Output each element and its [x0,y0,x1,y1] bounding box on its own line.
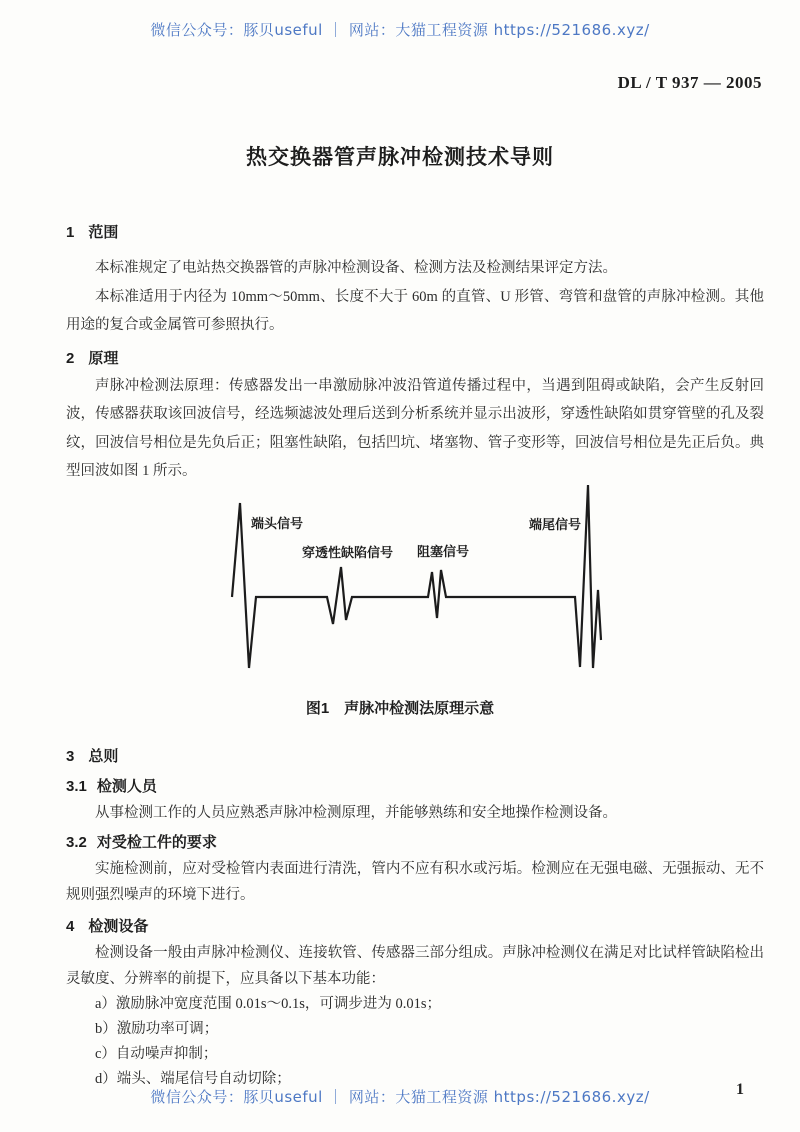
section-3-2-title: 对受检工件的要求 [96,834,217,851]
page-number: 1 [736,1081,744,1098]
content-top [66,220,764,486]
section-3-2-paragraph: 实施检测前，应对受检管内表面进行清洗，管内不应有积水或污垢。检测应在无强电磁、无强振动、无不规则强烈噪声的环境下进行。 [66,861,764,903]
section-1-heading [66,220,764,246]
section-4-paragraph-1: 检测设备一般由声脉冲检测仪、连接软管、传感器三部分组成。声脉冲检测仪在满足对比试样管缺陷检出灵敏度、分辨率的前提下，应具备以下基本功能： [66,945,764,987]
list-item-c: c）自动噪声抑制； [95,1046,218,1062]
label-penetrating-defect-signal: 穿透性缺陷信号 [302,545,394,560]
figure-1-caption: 图1 声脉冲检测法原理示意 [305,700,495,717]
section-1-paragraph-1: 本标准规定了电站热交换器管的声脉冲检测设备、检测方法及检测结果评定方法。 [95,260,617,276]
section-2-title: 原理 [88,349,119,367]
section-3-title: 总则 [88,748,119,765]
list-item-d: d）端头、端尾信号自动切除； [95,1071,291,1087]
section-3-1-number: 3.1 [66,778,87,795]
function-list [66,992,764,1092]
standard-number: DL / T 937 — 2005 [617,73,762,92]
section-3-2-number: 3.2 [66,834,87,851]
watermark-bottom: 微信公众号：豚贝useful ｜ 网站：大猫工程资源 https://521686.xyz/ [150,1088,650,1106]
section-2-number: 2 [66,349,75,367]
list-item-a: a）激励脉冲宽度范围 0.01s～0.1s，可调步进为 0.01s； [95,996,441,1012]
list-item-b: b）激励功率可调； [95,1021,219,1037]
page-title: 热交换器管声脉冲检测技术导则 [246,146,554,169]
section-3-1-heading [66,774,764,800]
label-tail-signal: 端尾信号 [529,517,582,532]
section-4-title: 检测设备 [88,918,149,935]
section-4-number: 4 [66,918,75,935]
section-3-1-paragraph: 从事检测工作的人员应熟悉声脉冲检测原理，并能够熟练和安全地操作检测设备。 [95,805,617,821]
section-1-number: 1 [66,224,75,241]
section-2-paragraph-1: 声脉冲检测法原理：传感器发出一串激励脉冲波沿管道传播过程中，当遇到阻碍或缺陷，会产生反射回波，传感器获取该回波信号，经选频滤波处理后送到分析系统并显示出波形，穿透性缺陷如贯穿管壁的孔及裂纹，回波信号相位是先负后正；阻塞性缺陷，包括凹坑、堵塞物、管子变形等，回波信号相位是先正后负。典型回波如图 1 所示。 [66,377,764,479]
section-3-heading [66,744,764,770]
waveform-trace [232,485,601,668]
section-3-number: 3 [66,748,75,765]
section-1-paragraph-2: 本标准适用于内径为 10mm～50mm、长度不大于 60m 的直管、U 形管、弯管和盘管的声脉冲检测。其他用途的复合或金属管可参照执行。 [66,288,764,333]
section-3-1-title: 检测人员 [96,778,157,795]
content-bottom [66,744,764,1092]
section-3-2-heading [66,830,764,856]
watermark-top: 微信公众号：豚贝useful ｜ 网站：大猫工程资源 https://521686.xyz/ [150,21,650,39]
waveform-diagram [20,470,780,702]
section-2-heading [66,346,764,372]
section-4-heading [66,914,764,940]
label-blockage-signal: 阻塞信号 [417,544,470,559]
label-head-signal: 端头信号 [251,516,304,531]
figure-1 [20,470,780,702]
section-1-title: 范围 [88,224,119,241]
